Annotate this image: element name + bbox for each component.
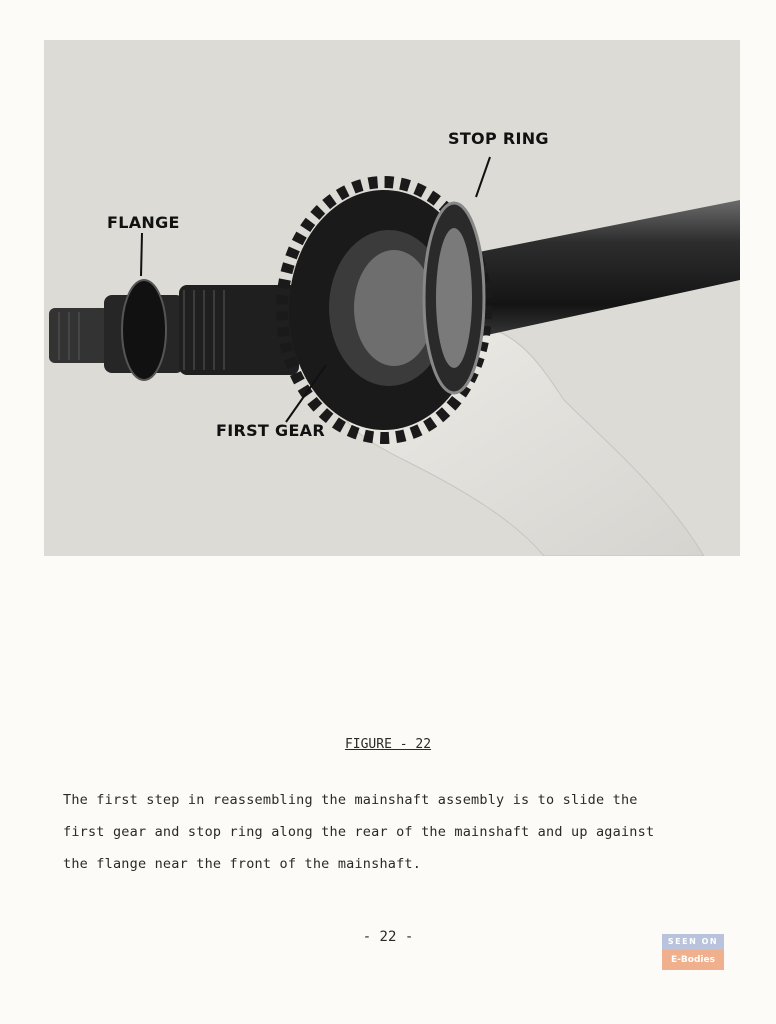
watermark-top-text: SEEN ON — [662, 934, 724, 950]
page-number: - 22 - — [362, 929, 414, 945]
body-line: first gear and stop ring along the rear of the mainshaft and up against — [63, 824, 655, 840]
first-gear-label: FIRST GEAR — [216, 421, 325, 440]
body-line: The first step in reassembling the mainshaft assembly is to slide the — [63, 792, 638, 808]
watermark-bottom-text: E-Bodies — [662, 950, 724, 970]
body-paragraph — [63, 784, 713, 880]
figure-photo — [44, 40, 740, 556]
body-line: the flange near the front of the mainshaft. — [63, 856, 422, 872]
stop-ring-label: STOP RING — [448, 129, 549, 148]
flange-label: FLANGE — [107, 213, 180, 232]
mainshaft-photo-illustration — [44, 40, 740, 556]
watermark-badge — [662, 934, 724, 972]
figure-caption: FIGURE - 22 — [344, 737, 432, 752]
